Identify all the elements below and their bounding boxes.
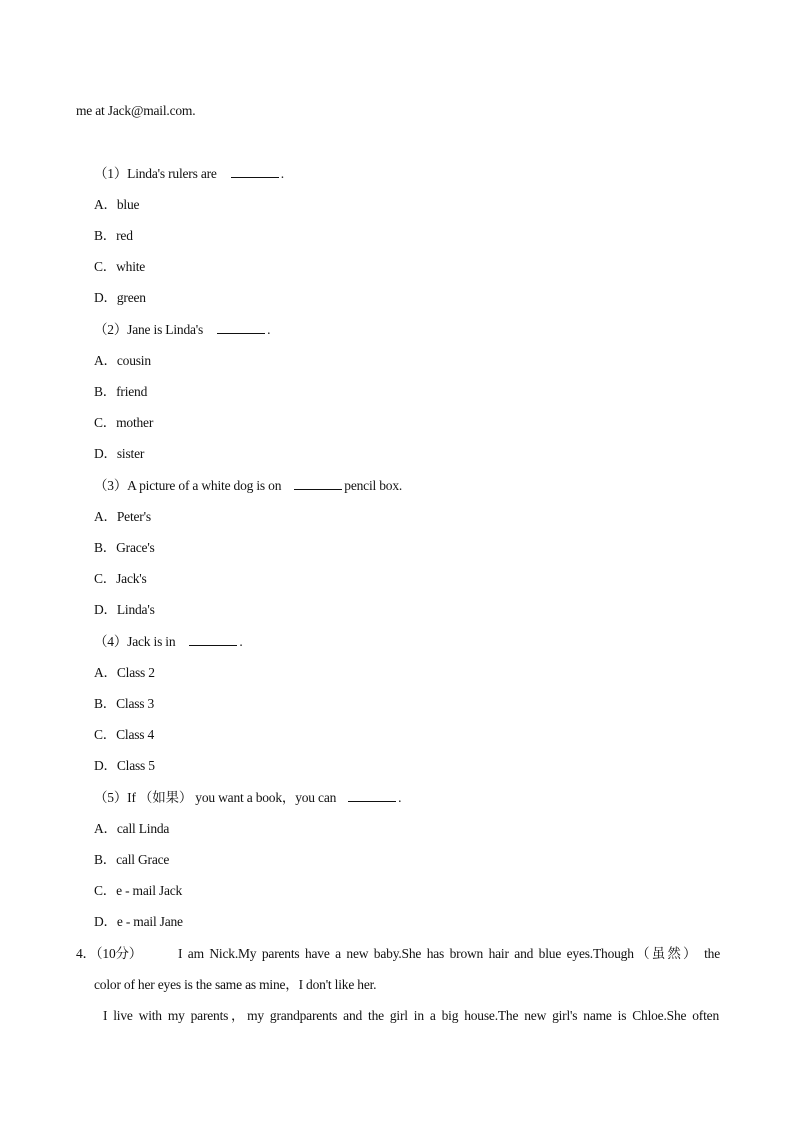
question-3-stem: [94, 478, 402, 494]
question-text: Linda's rulers are: [127, 166, 217, 181]
option-letter: A．: [94, 353, 117, 368]
option-letter: A．: [94, 821, 117, 836]
question-text-end: .: [280, 166, 284, 181]
option-text: cousin: [116, 353, 151, 368]
question-2-stem: [94, 322, 270, 338]
question-5-option-b: [94, 852, 169, 868]
question-4-stem: [94, 634, 243, 650]
option-text: red: [116, 228, 133, 243]
question-text-end: .: [398, 790, 402, 805]
option-text: Class 3: [116, 696, 155, 711]
option-text: white: [116, 259, 146, 274]
option-letter: B．: [94, 696, 117, 711]
option-letter: B．: [94, 384, 117, 399]
option-text: call Grace: [116, 852, 170, 867]
question-1-option-b: [94, 228, 133, 244]
question-1-stem: [94, 166, 284, 182]
option-letter: C．: [94, 415, 117, 430]
question-text-end: .: [267, 322, 271, 337]
question-5-option-d: [94, 914, 183, 930]
passage-4-heading: [76, 946, 142, 962]
passage-4-line-2: color of her eyes is the same as mine，I don't like her.: [94, 977, 377, 992]
question-4-option-b: [94, 696, 154, 712]
answer-blank: [348, 790, 396, 802]
option-text: Linda's: [116, 602, 155, 617]
item-number: 4．: [76, 946, 96, 961]
option-letter: D．: [94, 758, 117, 773]
question-text: Jane is Linda's: [127, 322, 204, 337]
question-number: （1）: [94, 166, 128, 181]
option-text: green: [116, 290, 146, 305]
option-text: e - mail Jane: [116, 914, 183, 929]
question-2-option-b: [94, 384, 147, 400]
answer-blank: [231, 166, 279, 178]
option-text: Peter's: [116, 509, 151, 524]
passage-tail-text: me at Jack@mail.com.: [76, 103, 196, 118]
option-text: friend: [116, 384, 148, 399]
answer-blank: [294, 478, 342, 490]
option-letter: C．: [94, 883, 117, 898]
question-1-option-d: [94, 290, 146, 306]
question-3-option-b: [94, 540, 155, 556]
passage-4-line-1: I am Nick.My parents have a new baby.She has brown hair and blue eyes.Though（虽然） the: [178, 946, 720, 961]
question-5-option-c: [94, 883, 182, 899]
question-5-stem: [94, 790, 401, 806]
option-letter: C．: [94, 727, 117, 742]
option-text: blue: [116, 197, 140, 212]
option-text: sister: [116, 446, 145, 461]
question-number: （3）: [94, 478, 128, 493]
question-2-option-a: [94, 353, 151, 369]
option-letter: B．: [94, 540, 117, 555]
question-number: （5）: [94, 790, 128, 805]
item-points: （10分）: [95, 946, 143, 961]
question-2-option-c: [94, 415, 153, 431]
question-3-option-c: [94, 571, 147, 587]
option-text: Grace's: [116, 540, 155, 555]
option-text: e - mail Jack: [116, 883, 183, 898]
option-text: call Linda: [116, 821, 170, 836]
question-4-option-a: [94, 665, 155, 681]
question-1-option-a: [94, 197, 139, 213]
option-letter: D．: [94, 446, 117, 461]
question-3-option-d: [94, 602, 155, 618]
question-4-option-c: [94, 727, 154, 743]
question-text: A picture of a white dog is on: [127, 478, 282, 493]
question-number: （4）: [94, 634, 128, 649]
option-letter: D．: [94, 602, 117, 617]
answer-blank: [217, 322, 265, 334]
question-3-option-a: [94, 509, 151, 525]
option-letter: B．: [94, 228, 117, 243]
answer-blank: [189, 634, 237, 646]
option-letter: D．: [94, 290, 117, 305]
option-letter: A．: [94, 509, 117, 524]
option-text: Class 5: [116, 758, 155, 773]
option-text: Class 2: [116, 665, 155, 680]
option-letter: A．: [94, 197, 117, 212]
option-letter: C．: [94, 571, 117, 586]
question-text-end: .: [239, 634, 243, 649]
question-5-option-a: [94, 821, 169, 837]
question-text: If （如果） you want a book，you can: [127, 790, 337, 805]
passage-4-line-3: I live with my parents，my grandparents and the girl in a big house.The new girl's name is Chloe.She often: [103, 1008, 719, 1023]
question-text-end: pencil box.: [344, 478, 403, 493]
option-text: mother: [116, 415, 154, 430]
option-text: Jack's: [116, 571, 147, 586]
question-2-option-d: [94, 446, 144, 462]
question-number: （2）: [94, 322, 128, 337]
option-letter: B．: [94, 852, 117, 867]
question-text: Jack is in: [127, 634, 176, 649]
option-letter: A．: [94, 665, 117, 680]
question-1-option-c: [94, 259, 145, 275]
option-text: Class 4: [116, 727, 155, 742]
option-letter: C．: [94, 259, 117, 274]
option-letter: D．: [94, 914, 117, 929]
question-4-option-d: [94, 758, 155, 774]
